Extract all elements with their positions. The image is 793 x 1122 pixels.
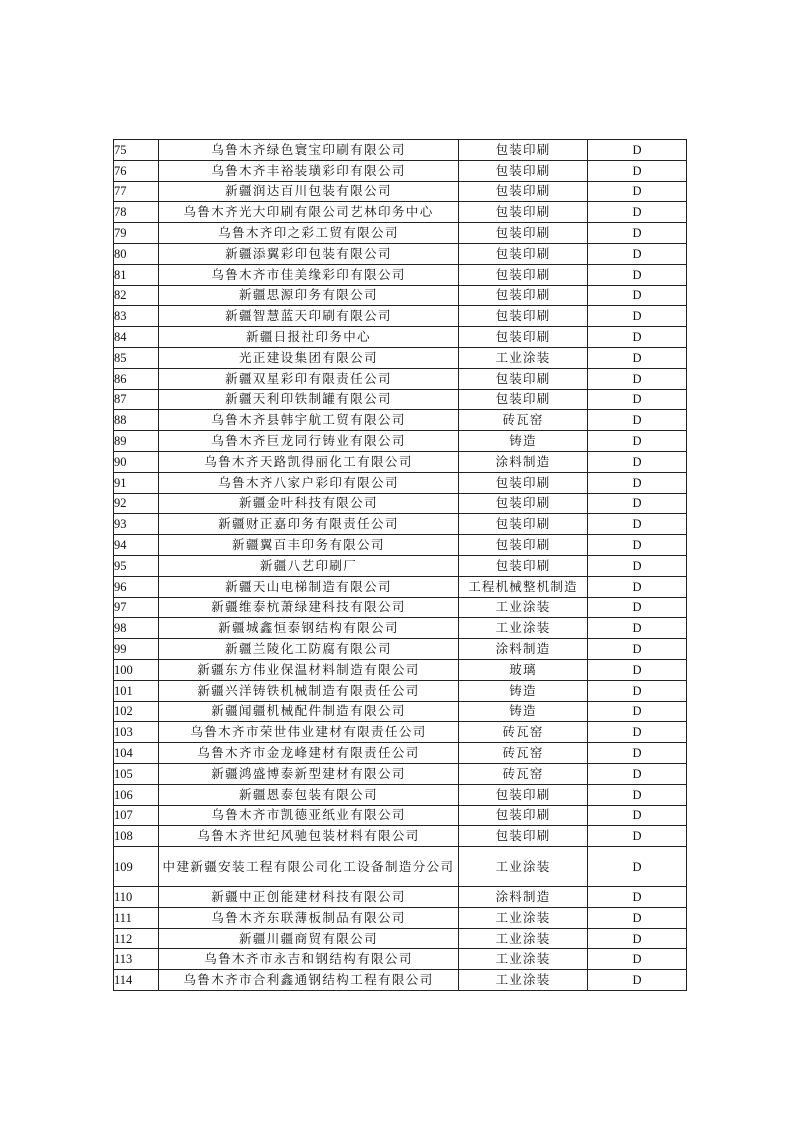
row-number: 113 xyxy=(114,949,159,970)
company-name: 新疆恩泰包装有限公司 xyxy=(159,784,459,805)
rating-grade: D xyxy=(588,347,687,368)
row-number: 84 xyxy=(114,327,159,348)
company-name: 中建新疆安装工程有限公司化工设备制造分公司 xyxy=(159,847,459,887)
table-row xyxy=(114,431,687,452)
row-number: 87 xyxy=(114,389,159,410)
table-row xyxy=(114,514,687,535)
rating-grade: D xyxy=(588,243,687,264)
row-number: 77 xyxy=(114,181,159,202)
company-name: 乌鲁木齐市合利鑫通钢结构工程有限公司 xyxy=(159,970,459,991)
rating-grade: D xyxy=(588,907,687,928)
table-row xyxy=(114,949,687,970)
row-number: 94 xyxy=(114,535,159,556)
row-number: 85 xyxy=(114,347,159,368)
enterprise-rating-table xyxy=(113,139,687,991)
rating-grade: D xyxy=(588,743,687,764)
company-name: 新疆中正创能建材科技有限公司 xyxy=(159,887,459,908)
industry-category: 包装印刷 xyxy=(459,223,588,244)
company-name: 乌鲁木齐绿色寰宝印刷有限公司 xyxy=(159,140,459,161)
table-row xyxy=(114,264,687,285)
rating-grade: D xyxy=(588,597,687,618)
table-row xyxy=(114,347,687,368)
row-number: 80 xyxy=(114,243,159,264)
industry-category: 砖瓦窑 xyxy=(459,763,588,784)
row-number: 110 xyxy=(114,887,159,908)
row-number: 100 xyxy=(114,659,159,680)
row-number: 101 xyxy=(114,680,159,701)
table-row xyxy=(114,493,687,514)
company-name: 乌鲁木齐市永吉和钢结构有限公司 xyxy=(159,949,459,970)
industry-category: 工业涂装 xyxy=(459,597,588,618)
rating-grade: D xyxy=(588,306,687,327)
row-number: 90 xyxy=(114,451,159,472)
industry-category: 包装印刷 xyxy=(459,389,588,410)
industry-category: 包装印刷 xyxy=(459,202,588,223)
table-row xyxy=(114,472,687,493)
industry-category: 工程机械整机制造 xyxy=(459,576,588,597)
rating-grade: D xyxy=(588,410,687,431)
company-name: 乌鲁木齐县韩宇航工贸有限公司 xyxy=(159,410,459,431)
table-row xyxy=(114,743,687,764)
table-row xyxy=(114,639,687,660)
industry-category: 包装印刷 xyxy=(459,493,588,514)
row-number: 99 xyxy=(114,639,159,660)
company-name: 光正建设集团有限公司 xyxy=(159,347,459,368)
industry-category: 包装印刷 xyxy=(459,181,588,202)
industry-category: 包装印刷 xyxy=(459,535,588,556)
rating-grade: D xyxy=(588,285,687,306)
table-row xyxy=(114,805,687,826)
company-name: 乌鲁木齐八家户彩印有限公司 xyxy=(159,472,459,493)
industry-category: 包装印刷 xyxy=(459,140,588,161)
row-number: 103 xyxy=(114,722,159,743)
table-row xyxy=(114,722,687,743)
company-name: 新疆川疆商贸有限公司 xyxy=(159,928,459,949)
table-row xyxy=(114,140,687,161)
industry-category: 包装印刷 xyxy=(459,327,588,348)
industry-category: 工业涂装 xyxy=(459,618,588,639)
company-name: 乌鲁木齐巨龙同行铸业有限公司 xyxy=(159,431,459,452)
industry-category: 包装印刷 xyxy=(459,160,588,181)
row-number: 86 xyxy=(114,368,159,389)
rating-grade: D xyxy=(588,659,687,680)
industry-category: 涂料制造 xyxy=(459,451,588,472)
industry-category: 包装印刷 xyxy=(459,514,588,535)
rating-grade: D xyxy=(588,805,687,826)
row-number: 93 xyxy=(114,514,159,535)
company-name: 乌鲁木齐市荣世伟业建材有限责任公司 xyxy=(159,722,459,743)
rating-grade: D xyxy=(588,327,687,348)
rating-grade: D xyxy=(588,847,687,887)
table-row xyxy=(114,680,687,701)
row-number: 114 xyxy=(114,970,159,991)
rating-grade: D xyxy=(588,555,687,576)
table-row xyxy=(114,847,687,887)
rating-grade: D xyxy=(588,576,687,597)
industry-category: 工业涂装 xyxy=(459,949,588,970)
industry-category: 包装印刷 xyxy=(459,555,588,576)
company-name: 新疆润达百川包装有限公司 xyxy=(159,181,459,202)
company-name: 乌鲁木齐市金龙峰建材有限责任公司 xyxy=(159,743,459,764)
rating-grade: D xyxy=(588,451,687,472)
row-number: 97 xyxy=(114,597,159,618)
row-number: 83 xyxy=(114,306,159,327)
company-name: 乌鲁木齐丰裕装璜彩印有限公司 xyxy=(159,160,459,181)
table-row xyxy=(114,410,687,431)
industry-category: 包装印刷 xyxy=(459,306,588,327)
row-number: 111 xyxy=(114,907,159,928)
rating-grade: D xyxy=(588,722,687,743)
company-name: 乌鲁木齐市佳美缘彩印有限公司 xyxy=(159,264,459,285)
row-number: 78 xyxy=(114,202,159,223)
industry-category: 砖瓦窑 xyxy=(459,743,588,764)
company-name: 新疆日报社印务中心 xyxy=(159,327,459,348)
table-row xyxy=(114,576,687,597)
rating-grade: D xyxy=(588,535,687,556)
table-row xyxy=(114,285,687,306)
rating-grade: D xyxy=(588,763,687,784)
row-number: 105 xyxy=(114,763,159,784)
company-name: 新疆添翼彩印包装有限公司 xyxy=(159,243,459,264)
rating-grade: D xyxy=(588,389,687,410)
row-number: 112 xyxy=(114,928,159,949)
row-number: 92 xyxy=(114,493,159,514)
company-name: 乌鲁木齐印之彩工贸有限公司 xyxy=(159,223,459,244)
company-name: 新疆财正嘉印务有限责任公司 xyxy=(159,514,459,535)
table-row xyxy=(114,555,687,576)
row-number: 95 xyxy=(114,555,159,576)
table-row xyxy=(114,970,687,991)
company-name: 新疆天山电梯制造有限公司 xyxy=(159,576,459,597)
table-body xyxy=(114,140,687,991)
company-name: 乌鲁木齐东联薄板制品有限公司 xyxy=(159,907,459,928)
rating-grade: D xyxy=(588,680,687,701)
table-row xyxy=(114,887,687,908)
industry-category: 铸造 xyxy=(459,431,588,452)
rating-grade: D xyxy=(588,887,687,908)
rating-grade: D xyxy=(588,431,687,452)
table-row xyxy=(114,389,687,410)
industry-category: 包装印刷 xyxy=(459,826,588,847)
row-number: 108 xyxy=(114,826,159,847)
rating-grade: D xyxy=(588,949,687,970)
industry-category: 包装印刷 xyxy=(459,368,588,389)
table-row xyxy=(114,451,687,472)
table-row xyxy=(114,243,687,264)
table-row xyxy=(114,826,687,847)
table-row xyxy=(114,181,687,202)
rating-grade: D xyxy=(588,826,687,847)
row-number: 89 xyxy=(114,431,159,452)
row-number: 76 xyxy=(114,160,159,181)
industry-category: 工业涂装 xyxy=(459,907,588,928)
row-number: 102 xyxy=(114,701,159,722)
rating-grade: D xyxy=(588,928,687,949)
rating-grade: D xyxy=(588,784,687,805)
company-name: 新疆八艺印刷厂 xyxy=(159,555,459,576)
rating-grade: D xyxy=(588,493,687,514)
table-row xyxy=(114,327,687,348)
industry-category: 包装印刷 xyxy=(459,285,588,306)
rating-grade: D xyxy=(588,618,687,639)
row-number: 96 xyxy=(114,576,159,597)
industry-category: 涂料制造 xyxy=(459,639,588,660)
table-row xyxy=(114,659,687,680)
rating-grade: D xyxy=(588,223,687,244)
row-number: 98 xyxy=(114,618,159,639)
row-number: 107 xyxy=(114,805,159,826)
rating-grade: D xyxy=(588,140,687,161)
company-name: 乌鲁木齐光大印刷有限公司艺林印务中心 xyxy=(159,202,459,223)
table-row xyxy=(114,368,687,389)
industry-category: 工业涂装 xyxy=(459,847,588,887)
rating-grade: D xyxy=(588,181,687,202)
table-row xyxy=(114,306,687,327)
company-name: 新疆东方伟业保温材料制造有限公司 xyxy=(159,659,459,680)
industry-category: 铸造 xyxy=(459,701,588,722)
company-name: 新疆兰陵化工防腐有限公司 xyxy=(159,639,459,660)
row-number: 88 xyxy=(114,410,159,431)
company-name: 乌鲁木齐市凯德亚纸业有限公司 xyxy=(159,805,459,826)
table-row xyxy=(114,597,687,618)
table-row xyxy=(114,160,687,181)
table-row xyxy=(114,907,687,928)
table-row xyxy=(114,701,687,722)
company-name: 新疆城鑫恒泰钢结构有限公司 xyxy=(159,618,459,639)
table-row xyxy=(114,763,687,784)
company-name: 新疆金叶科技有限公司 xyxy=(159,493,459,514)
company-name: 新疆天利印铁制罐有限公司 xyxy=(159,389,459,410)
rating-grade: D xyxy=(588,472,687,493)
industry-category: 砖瓦窑 xyxy=(459,722,588,743)
company-name: 新疆翼百丰印务有限公司 xyxy=(159,535,459,556)
company-name: 新疆闻疆机械配件制造有限公司 xyxy=(159,701,459,722)
rating-grade: D xyxy=(588,701,687,722)
company-name: 新疆智慧蓝天印刷有限公司 xyxy=(159,306,459,327)
industry-category: 包装印刷 xyxy=(459,264,588,285)
company-name: 新疆兴洋铸铁机械制造有限责任公司 xyxy=(159,680,459,701)
industry-category: 铸造 xyxy=(459,680,588,701)
rating-grade: D xyxy=(588,202,687,223)
rating-grade: D xyxy=(588,514,687,535)
rating-grade: D xyxy=(588,368,687,389)
table-row xyxy=(114,202,687,223)
row-number: 106 xyxy=(114,784,159,805)
industry-category: 包装印刷 xyxy=(459,472,588,493)
rating-grade: D xyxy=(588,160,687,181)
row-number: 82 xyxy=(114,285,159,306)
industry-category: 砖瓦窑 xyxy=(459,410,588,431)
industry-category: 包装印刷 xyxy=(459,243,588,264)
row-number: 109 xyxy=(114,847,159,887)
row-number: 81 xyxy=(114,264,159,285)
row-number: 91 xyxy=(114,472,159,493)
rating-grade: D xyxy=(588,970,687,991)
industry-category: 玻璃 xyxy=(459,659,588,680)
rating-grade: D xyxy=(588,639,687,660)
industry-category: 包装印刷 xyxy=(459,805,588,826)
company-name: 新疆双星彩印有限责任公司 xyxy=(159,368,459,389)
table-row xyxy=(114,535,687,556)
rating-grade: D xyxy=(588,264,687,285)
industry-category: 涂料制造 xyxy=(459,887,588,908)
row-number: 79 xyxy=(114,223,159,244)
industry-category: 工业涂装 xyxy=(459,928,588,949)
company-name: 乌鲁木齐天路凯得丽化工有限公司 xyxy=(159,451,459,472)
table-row xyxy=(114,618,687,639)
industry-category: 包装印刷 xyxy=(459,784,588,805)
company-name: 乌鲁木齐世纪风驰包装材料有限公司 xyxy=(159,826,459,847)
company-name: 新疆思源印务有限公司 xyxy=(159,285,459,306)
row-number: 104 xyxy=(114,743,159,764)
table-row xyxy=(114,784,687,805)
table-row xyxy=(114,928,687,949)
table-row xyxy=(114,223,687,244)
industry-category: 工业涂装 xyxy=(459,347,588,368)
company-name: 新疆维泰杭萧绿建科技有限公司 xyxy=(159,597,459,618)
company-name: 新疆鸿盛博泰新型建材有限公司 xyxy=(159,763,459,784)
industry-category: 工业涂装 xyxy=(459,970,588,991)
row-number: 75 xyxy=(114,140,159,161)
